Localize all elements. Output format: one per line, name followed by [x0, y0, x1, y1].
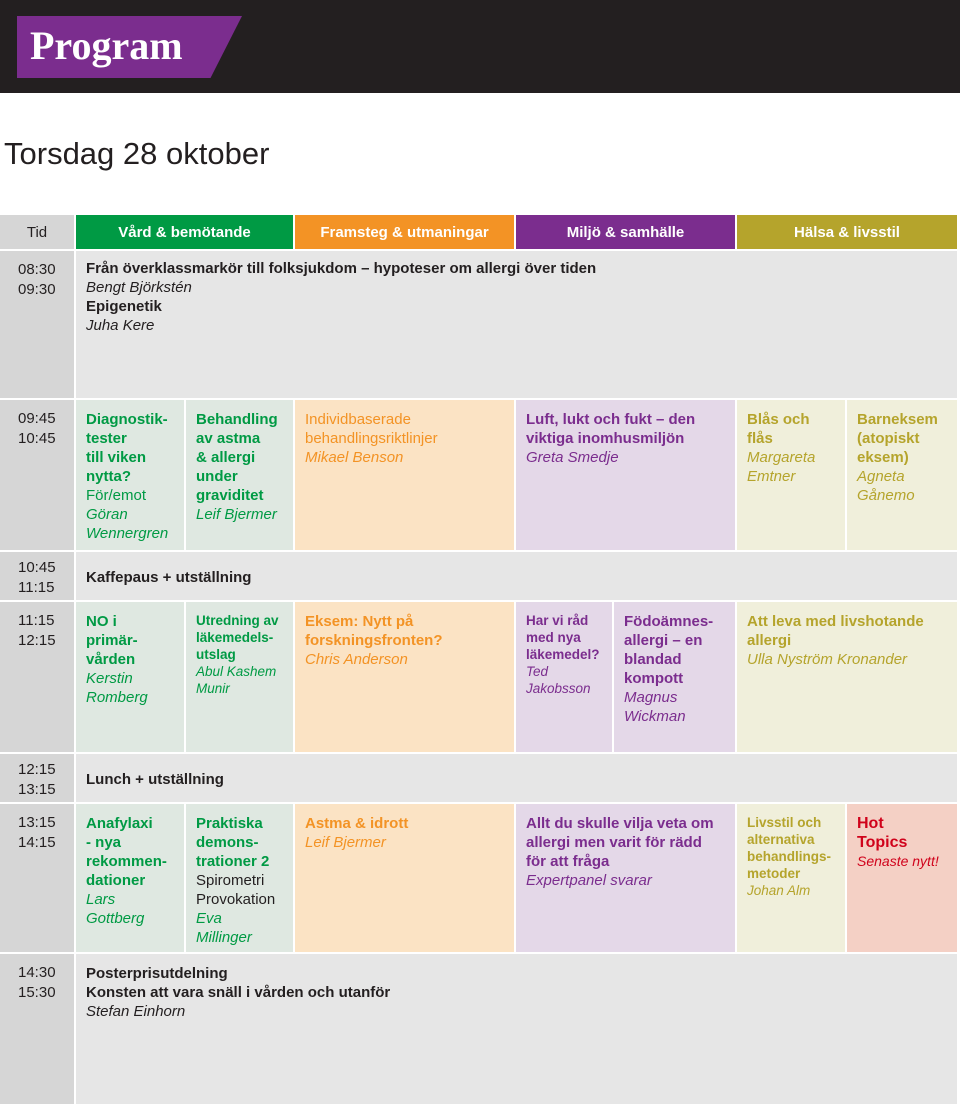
session-title: läkemedels- [196, 630, 274, 645]
session-title: alternativa [747, 832, 815, 847]
session-note: Senaste nytt! [857, 853, 939, 869]
session-speaker: Gottberg [86, 910, 145, 927]
time-slot-0945 [0, 400, 74, 550]
session-title: - nya [86, 834, 122, 851]
session-luft-lukt-fukt [516, 400, 735, 550]
time-end: 11:15 [18, 579, 55, 596]
session-speaker: Millinger [196, 929, 252, 946]
session-speaker: Gånemo [857, 487, 915, 504]
time-slot-1430 [0, 954, 74, 1104]
session-title: flås [747, 430, 773, 447]
session-plenary-afternoon [76, 954, 957, 1104]
time-slot-1045 [0, 552, 74, 600]
session-individbaserade [295, 400, 514, 550]
column-header-framsteg: Framsteg & utmaningar [295, 215, 514, 249]
session-title: Utredning av [196, 613, 279, 628]
session-lunch [76, 754, 957, 802]
session-title: Astma & idrott [305, 815, 409, 832]
session-speaker: Göran [86, 506, 128, 523]
session-speaker: Greta Smedje [526, 449, 619, 466]
session-title: metoder [747, 866, 801, 881]
session-diagnostiktester [76, 400, 184, 550]
session-item: Spirometri [196, 872, 265, 889]
session-title: Blås och [747, 411, 810, 428]
session-anafylaxi [76, 804, 184, 952]
session-title: trationer 2 [196, 853, 270, 870]
session-fodoamnesallergi [614, 602, 735, 752]
session-title: Eksem: Nytt på [305, 613, 414, 630]
session-title: eksem) [857, 449, 909, 466]
session-barneksem [847, 400, 957, 550]
session-har-vi-rad [516, 602, 612, 752]
session-speaker: Wickman [624, 708, 686, 725]
column-header-halsa: Hälsa & livsstil [737, 215, 957, 249]
session-speaker: Leif Bjermer [196, 506, 277, 523]
session-speaker: Johan Alm [747, 883, 811, 898]
session-speaker: Mikael Benson [305, 449, 404, 466]
page-title: Program [30, 23, 183, 68]
session-subtitle: För/emot [86, 487, 147, 504]
session-title: dationer [86, 872, 146, 889]
time-start: 09:45 [18, 410, 56, 427]
session-speaker: Juha Kere [86, 317, 155, 334]
session-att-leva-med-livshotande-allergi [737, 602, 957, 752]
time-start: 10:45 [18, 559, 56, 576]
session-speaker: Kerstin [86, 670, 133, 687]
session-kaffepaus [76, 552, 957, 600]
session-title: läkemedel? [526, 647, 600, 662]
session-title: tester [86, 430, 127, 447]
time-start: 14:30 [18, 964, 56, 981]
session-blas-och-flas [737, 400, 845, 550]
session-title: nytta? [86, 468, 131, 485]
session-eksem-nytt [295, 602, 514, 752]
session-speaker: Jakobsson [526, 681, 591, 696]
session-speaker: Chris Anderson [305, 651, 408, 668]
session-speaker: Leif Bjermer [305, 834, 386, 851]
session-no-i-primarvarden [76, 602, 184, 752]
session-speaker: Ulla Nyström Kronander [747, 651, 908, 668]
session-behandling-astma [186, 400, 293, 550]
session-title: utslag [196, 647, 236, 662]
session-utredning-lakemedelsutslag [186, 602, 293, 752]
session-title: för att fråga [526, 853, 610, 870]
time-slot-1115 [0, 602, 74, 752]
column-header-miljo: Miljö & samhälle [516, 215, 735, 249]
session-title: Posterprisutdelning [86, 965, 228, 982]
session-title: allergi men varit för rädd [526, 834, 702, 851]
session-title: Epigenetik [86, 298, 162, 315]
session-speaker: Wennergren [86, 525, 169, 542]
session-title: graviditet [196, 487, 264, 504]
session-title: Praktiska [196, 815, 263, 832]
session-title: Livsstil och [747, 815, 822, 830]
time-start: 11:15 [18, 612, 55, 629]
session-speaker: Margareta [747, 449, 816, 466]
session-speaker: Abul Kashem [196, 664, 277, 679]
session-title: vården [86, 651, 136, 668]
day-title: Torsdag 28 oktober [4, 136, 270, 171]
session-title: under [196, 468, 238, 485]
session-speaker: Ted [526, 664, 549, 679]
session-title: allergi – en [624, 632, 703, 649]
session-title: forskningsfronten? [305, 632, 443, 649]
column-header-vard: Vård & bemötande [76, 215, 293, 249]
time-slot-1315 [0, 804, 74, 952]
session-title: rekommen- [86, 853, 167, 870]
session-title: Konsten att vara snäll i vården och utanför [86, 984, 391, 1001]
session-item: Provokation [196, 891, 276, 908]
time-end: 09:30 [18, 281, 56, 298]
session-title: viktiga inomhusmiljön [526, 430, 685, 447]
session-title: av astma [196, 430, 261, 447]
time-start: 13:15 [18, 814, 56, 831]
session-title: Luft, lukt och fukt – den [526, 411, 696, 428]
session-title: blandad [624, 651, 682, 668]
session-speaker: Expertpanel svarar [526, 872, 652, 889]
session-title: med nya [526, 630, 581, 645]
session-title: Barneksem [857, 411, 938, 428]
session-speaker: Lars [86, 891, 116, 908]
session-praktiska-demonstrationer [186, 804, 293, 952]
session-speaker: Eva [196, 910, 222, 927]
session-speaker: Romberg [86, 689, 148, 706]
session-title: primär- [86, 632, 138, 649]
time-end: 10:45 [18, 430, 56, 447]
session-title: (atopiskt [857, 430, 920, 447]
session-title: demons- [196, 834, 259, 851]
session-title: Har vi råd [526, 613, 589, 628]
session-speaker: Munir [196, 681, 230, 696]
session-title: Behandling [196, 411, 278, 428]
session-title: behandlings- [747, 849, 831, 864]
time-end: 13:15 [18, 781, 56, 798]
session-speaker: Bengt Björkstén [86, 279, 192, 296]
session-speaker: Emtner [747, 468, 796, 485]
session-title: NO i [86, 613, 117, 630]
session-title: & allergi [196, 449, 256, 466]
column-header-tid: Tid [0, 215, 74, 249]
session-hot-topics [847, 804, 957, 952]
time-end: 15:30 [18, 984, 56, 1001]
session-title: Topics [857, 834, 908, 851]
session-title: till viken [86, 449, 147, 466]
session-speaker: Agneta [857, 468, 905, 485]
session-title: Individbaserade [305, 411, 411, 428]
time-end: 12:15 [18, 632, 56, 649]
time-end: 14:15 [18, 834, 56, 851]
break-title: Kaffepaus + utställning [86, 569, 252, 586]
session-title: Allt du skulle vilja veta om [526, 815, 714, 832]
session-title: kompott [624, 670, 684, 687]
session-allt-du-skulle-vilja-veta [516, 804, 735, 952]
session-title: allergi [747, 632, 792, 649]
time-start: 12:15 [18, 761, 56, 778]
session-title: Diagnostik- [86, 411, 168, 428]
session-astma-idrott [295, 804, 514, 952]
time-slot-1215 [0, 754, 74, 802]
session-title: Från överklassmarkör till folksjukdom – hypoteser om allergi över tiden [86, 260, 597, 277]
session-title: Hot [857, 815, 884, 832]
session-title: Födoämnes- [624, 613, 714, 630]
session-plenary-morning [76, 251, 957, 398]
break-title: Lunch + utställning [86, 771, 224, 788]
time-slot-0830 [0, 251, 74, 398]
session-title: Att leva med livshotande [747, 613, 924, 630]
session-speaker: Magnus [624, 689, 678, 706]
session-title: behandlingsriktlinjer [305, 430, 438, 447]
session-livsstil-alternativa [737, 804, 845, 952]
session-speaker: Stefan Einhorn [86, 1003, 186, 1020]
session-title: Anafylaxi [86, 815, 153, 832]
time-start: 08:30 [18, 261, 56, 278]
